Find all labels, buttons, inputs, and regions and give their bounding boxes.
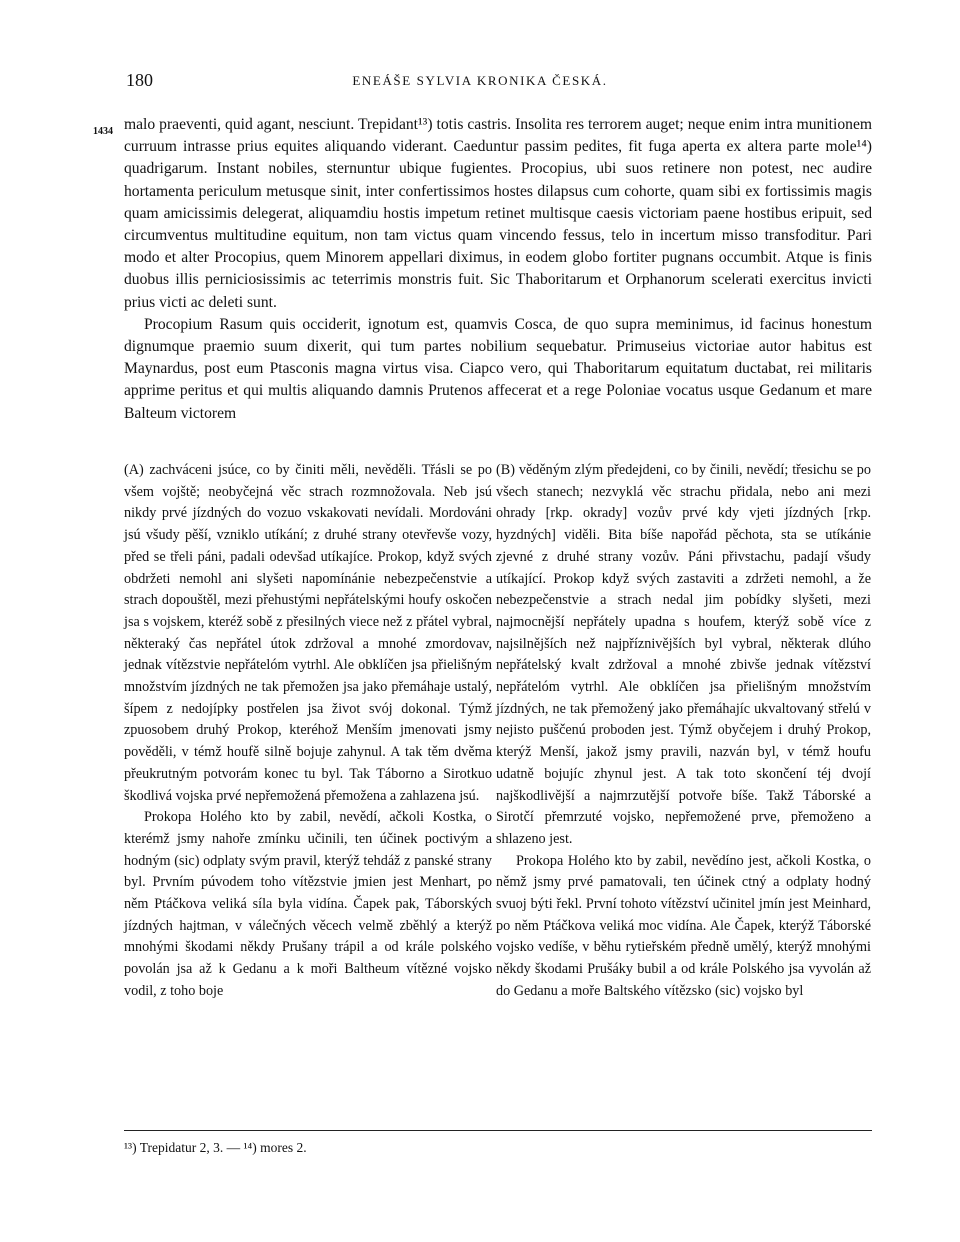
czech-column-b bbox=[496, 460, 871, 1003]
footnote-divider bbox=[124, 1130, 872, 1131]
czech-column-a bbox=[124, 460, 492, 1003]
margin-year-note: 1434 bbox=[93, 126, 113, 137]
running-title: ENEÁŠE SYLVIA KRONIKA ČESKÁ. bbox=[352, 73, 608, 88]
latin-paragraph: Procopium Rasum quis occiderit, ignotum est, quamvis Cosca, de quo supra meminimus, id facinus honestum dignumque praemio suum dixerit, qui tum partes nobilium sequebatur. Primuseius victoriae autor habitus est Maynardus, post eum Ptasconis magna virtus visa. Ciapco vero, qui Thaboritarum equitatum ductabat, rei militaris apprime peritus et qui multis aliquando damnis Prutenos affecerat et a rege Poloniae vocatus usque Gedanum et mare Balteum victorem bbox=[124, 315, 872, 422]
column-b-paragraph: Prokopa Holého kto by zabil, nevědíno jest, ačkoli Kostka, o němž jsmy prvé pamatovali, ten účinek ctný a odplaty hodný svuoj býti řekl. První tohoto vítězství učinitel jmín jest Meinhard, po něm Ptáčkova veliká moc vidína. Ale Čapek, kterýž Táborské vojsko vedíše, v běhu rytieřském předně umělý, kterýž mnohými někdy škodami Prušáky bubil a od krále Polského jsa vyvolán až do Gedanu a moře Baltského vítězsko (sic) vojsko byl bbox=[496, 852, 871, 999]
latin-paragraph: malo praeventi, quid agant, nesciunt. Trepidant¹³) totis castris. Insolita res terrorem auget; neque enim intra munitionem curruum intrasse prius equites aliquando viderant. Caeduntur passim pedites, fit fuga aperta ex altera parte mole¹⁴) quadrigarum. Instant nobiles, sternuntur ubique fugientes. Procopius, ubi suos retinere non potest, nec audire hortamenta periculum metusque sinit, inter confertissimos hostes dilapsus cum cohorte, quam sibi ex fortissimis magis quam amicissimis delegerat, aliquamdiu hostis impetum retinet multisque caesis victoriam paene hostibus eripuit, sed circumventus multitudine equitum, non tam victus quam vincendo fessus, telo in incertum misso transfoditur. Pari modo et alter Procopius, quem Minorem appellari diximus, in eodem globo fortiter pugnans occumbit. Atque is finis duobus illis perniciosissimis ac teterrimis monstris fuit. Sic Thaboritarum et Orphanorum scelerati exercitus invicti prius victi ac deleti sunt. bbox=[124, 116, 872, 311]
page-header bbox=[0, 70, 960, 94]
footnote: ¹³) Trepidatur 2, 3. — ¹⁴) mores 2. bbox=[124, 1140, 307, 1155]
latin-text-block bbox=[124, 114, 872, 425]
column-b-paragraph: (B) věděným zlým předejdeni, co by činili, nevědí; třesichu se po všech stanech; nezvyklá věc strachu přidala, nebo ani mezi ohrady [rkp. okrady] vozův prvé kdy vjeti jízdných [rkp. hyzdných] viděli. Bita bíše napořád pěchota, sta se utíkánie zjevné z druhé strany vozův. Páni přivstachu, padají všudy utíkající. Prokop když svých zastaviti a zdržeti nemohl, a že nebezpečenstvie a strach nedal jim pobídky slyšeti, mezi najmocnější nepřátely upadna s houfem, kterýž sobě více z najsilnějších než najpříznivějších byl vybral, některak dlúho nepřátelský kvalt zdržoval a mnohé zbivše jednak vítězství nepřátelóm vytrhl. Ale obklíčen jsa přielišným množstvím jízdných, ne tak přemožený jako přemáhajíc ukvaltovaný střelú v nejisto puščenú proboden jest. Týmž obyčejem i druhý Prokop, kterýž Menší, jakož jsmy pravili, nazván byl, v témž houfu udatně bojujíc zhynul jest. A tak toto skončení téj dvojí najškodlivější a najmrzutější potvoře bíše. Takž Táborské a Sirotčí přemrzuté vojsko, nepřemožené prve, přemoženo a shlazeno jest. bbox=[496, 462, 871, 847]
column-a-paragraph: Prokopa Holého kto by zabil, nevědí, ačkoli Kostka, o kterémž jsmy nahoře zmínku učinili, ten účinek poctivým a hodným (sic) odplaty svým pravil, kterýž tehdáž z panské strany byl. Prvním púvodem toho vítězstvie jmien jest Menhart, po něm Ptáčkova veliká síla byla vidína. Čapek pak, Táborských jízdných hajtman, v válečných věcech velmě zběhlý a kterýž mnohými škodami někdy Prušany trápil a od krále polského povolán jsa až k Gedanu a k moři Baltheum vítězné vojsko vodil, z toho boje bbox=[124, 809, 492, 999]
column-a-paragraph: (A) zachváceni jsúce, co by činiti měli, nevěděli. Třásli se po všem vojště; neobyčejná věc strach rozmnožovala. Neb jsú nikdy prvé jízdných do vozuo vskakovati nevídali. Mordováni jsú všudy pěší, vzniklo utíkání; z druhé strany otevřevše vozy, před se třeli páni, padali odevšad utíkajíce. Prokop, když svých obdržeti nemohl ani slyšeti napomínánie nebezpečenstvie a strach dopouštěl, mezi přehustými nepřátelskými houfy oskočen jsa s vojskem, kteréž sobě z přesilných viece než z přátel vybral, některaký čas nepřátel útok zdržoval a mnohé zmordovav, jednak vítězstvie nepřátelóm vytrhl. Ale obklíčen jsa přielišným množstvím jízdných ne tak přemožen jsa jako přemáhaje ustalý, šípem z nedojípky postřelen jsa život svój dokonal. Týmž zpuosobem druhý Prokop, kteréhož Menším jmenovati jsmy pověděli, v témž houfě silně bojuje zahynul. A tak těm dvěma přeukrutným potvorám konec tu byl. Tak Táborno a Sirotkuo škodlivá vojska prvé nepřemožená přemožena a zahlazena jsú. bbox=[124, 462, 492, 804]
page-number: 180 bbox=[126, 70, 153, 90]
